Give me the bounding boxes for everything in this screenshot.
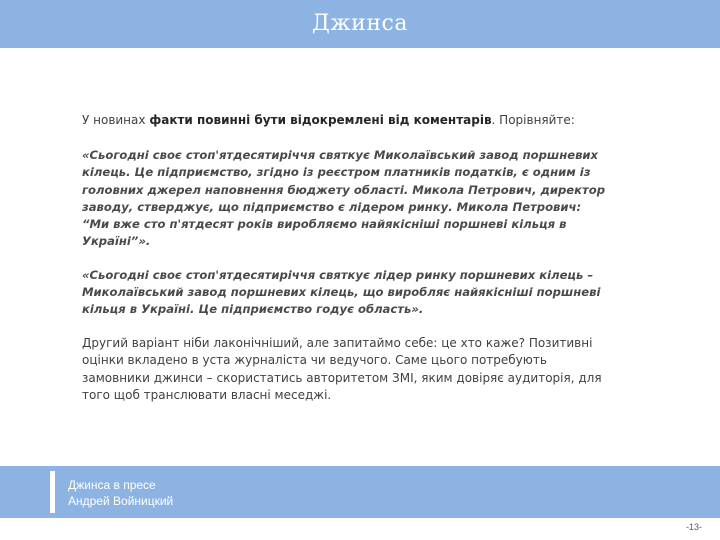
intro-paragraph <box>82 112 607 129</box>
intro-suffix: . Порівняйте: <box>491 113 575 127</box>
footer-accent-line <box>50 471 55 513</box>
intro-emphasis: факти повинні бути відокремлені від коментарів <box>149 113 492 127</box>
quote-example-1: «Сьогодні своє стоп'ятдесятиріччя святкує Миколаївський завод поршневих кілець. Це підприємство, згідно із реєстром платників податків, є одним із головних джерел наповнення бюджету області. Микола Петрович, директор заводу, стверджує, що підприємство є лідером ринку. Микола Петрович: “Ми вже сто п'ятдесят років виробляємо найякісніші поршневі кільця в Україні”». <box>82 148 606 249</box>
footer-presentation-title: Джинса в пресе <box>68 478 156 492</box>
conclusion-paragraph: Другий варіант ніби лаконічніший, але запитаймо себе: це хто каже? Позитивні оцінки вкладено в уста журналіста чи ведучого. Саме цього потребують замовники джинси – скористатись авторитетом ЗМІ, яким довіряє аудиторія, для того щоб транслювати власні меседжі. <box>82 335 602 403</box>
slide-title: Джинса <box>312 11 408 36</box>
quote-example-2: «Сьогодні своє стоп'ятдесятиріччя святкує лідер ринку поршневих кілець – Миколаївський завод поршневих кілець, що виробляє найякісніші поршневі кільця в Україні. Це підприємство годує область». <box>82 267 601 317</box>
intro-prefix: У новинах <box>82 113 150 127</box>
page-number: -13- <box>685 522 702 532</box>
footer-author: Андрей Войницкий <box>68 494 174 508</box>
slide-body <box>82 112 607 405</box>
